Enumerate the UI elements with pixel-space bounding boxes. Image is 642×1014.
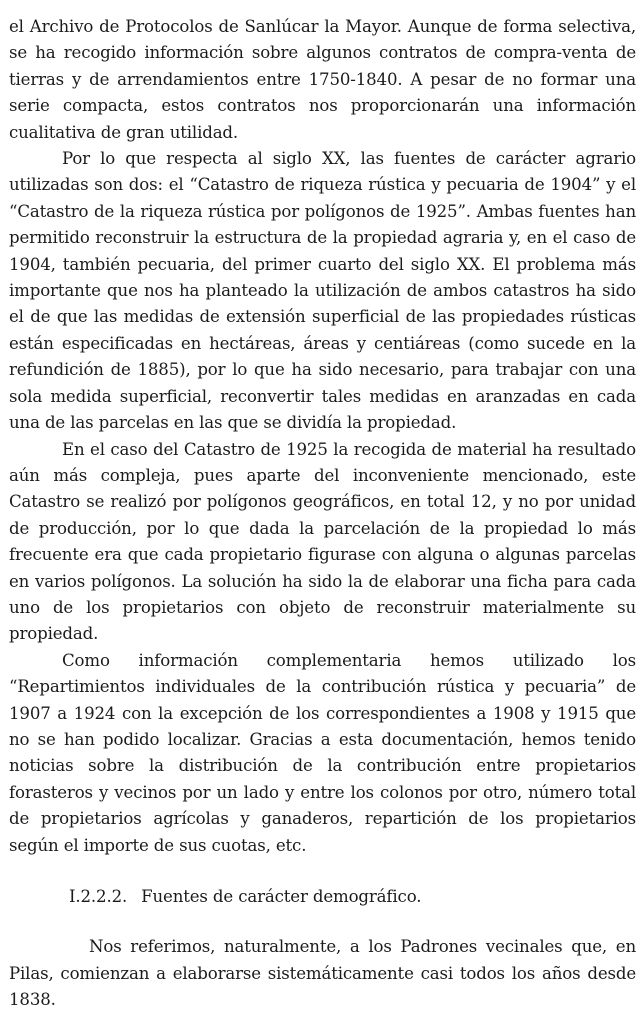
paragraph-repartimientos: Como información complementaria hemos utilizado los “Repartimientos individuales de la contribución rústica y pecuaria” de 1907 a 1924 con la excepción de los correspondientes a 1908 y 1915 que no se han podido localizar. Gracias a esta documentación, hemos tenido noticias sobre la distribución de la contribución entre propietarios forasteros y vecinos por un lado y entre los colonos por otro, número total de propietarios agrícolas y ganaderos, repartición de los propietarios según el importe de sus cuotas, etc. — [9, 650, 636, 855]
document-page — [9, 14, 636, 1014]
section-title: Fuentes de carácter demográfico. — [141, 887, 422, 906]
section-heading — [9, 884, 636, 910]
paragraph-archivo-protocolos: el Archivo de Protocolos de Sanlúcar la Mayor. Aunque de forma selectiva, se ha recogido información sobre algunos contratos de compra-venta de tierras y de arrendamientos entre 1750-1840. A pesar de no formar una serie compacta, estos contratos nos proporcionarán una información cualitativa de gran utilidad. — [9, 17, 636, 142]
paragraph-padrones-vecinales: Nos referimos, naturalmente, a los Padrones vecinales que, en Pilas, comienzan a elaborarse sistemáticamente casi todos los años desde 1838. — [9, 937, 636, 1010]
paragraph-catastro-1925: En el caso del Catastro de 1925 la recogida de material ha resultado aún más compleja, pues aparte del inconveniente mencionado, este Catastro se realizó por polígonos geográficos, en total 12, y no por unidad de producción, por lo que dada la parcelación de la propiedad lo más frecuente era que cada propietario figurase con alguna o algunas parcelas en varios polígonos. La solución ha sido la de elaborar una ficha para cada uno de los propietarios con objeto de reconstruir materialmente su propiedad. — [9, 439, 636, 644]
paragraph-catastros-siglo-xx: Por lo que respecta al siglo XX, las fuentes de carácter agrario utilizadas son dos: el “Catastro de riqueza rústica y pecuaria de 1904” y el “Catastro de la riqueza rústica por polígonos de 1925”. Ambas fuentes han permitido reconstruir la estructura de la propiedad agraria y, en el caso de 1904, también pecuaria, del primer cuarto del siglo XX. El problema más importante que nos ha planteado la utilización de ambos catastros ha sido el de que las medidas de extensión superficial de las propiedades rústicas están especificadas en hectáreas, áreas y centiáreas (como sucede en la refundición de 1885), por lo que ha sido necesario, para trabajar con una sola medida superficial, reconvertir tales medidas en aranzadas en cada una de las parcelas en las que se dividía la propiedad. — [9, 149, 636, 433]
section-number: I.2.2.2. — [69, 887, 128, 906]
